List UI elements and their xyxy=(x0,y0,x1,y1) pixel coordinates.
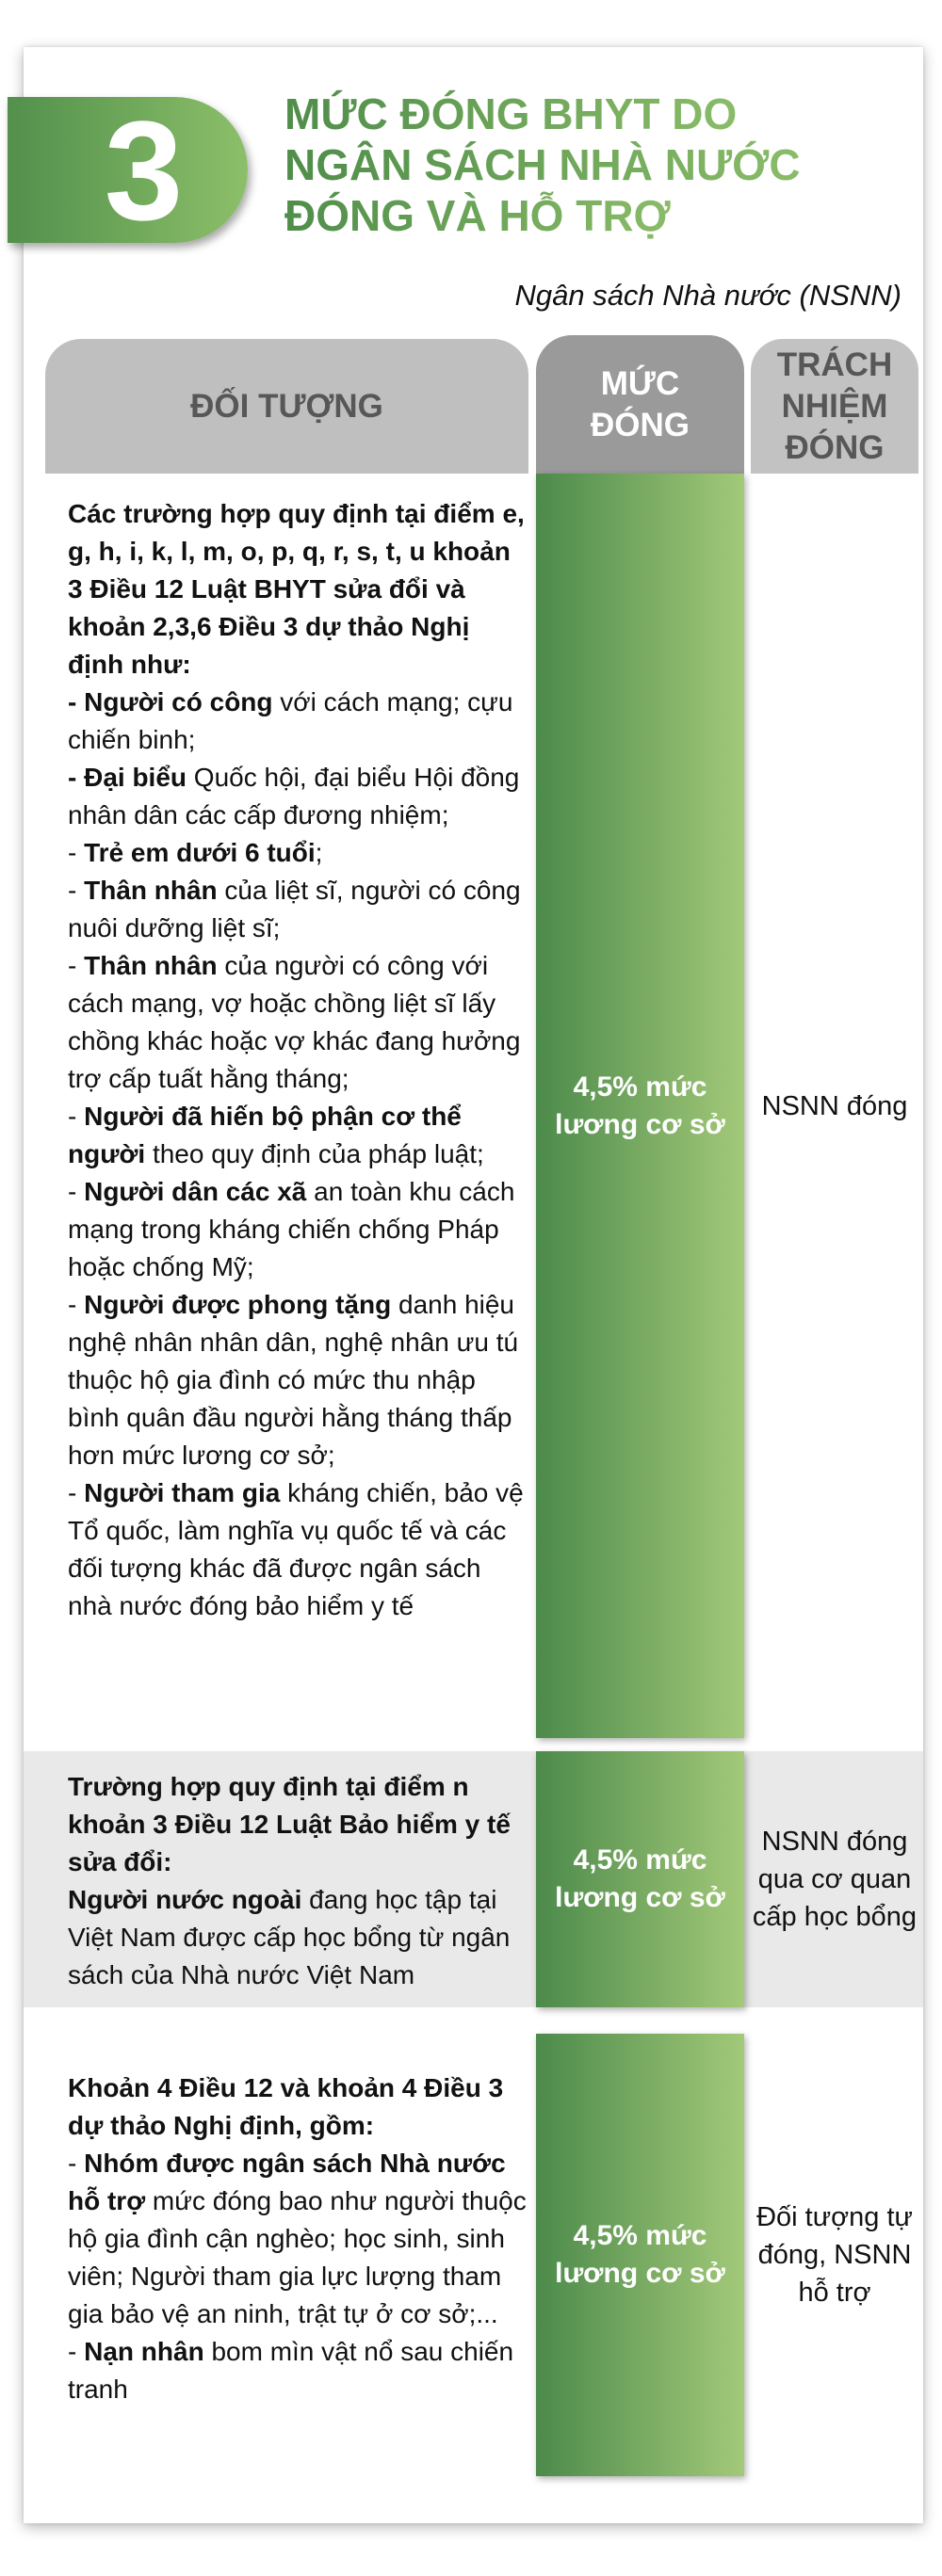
paragraph: - Thân nhân của liệt sĩ, người có công nuôi dưỡng liệt sĩ; xyxy=(68,876,521,942)
paragraph: - Người được phong tặng danh hiệu nghệ nhân nhân dân, nghệ nhân ưu tú thuộc hộ gia đình có mức thu nhập bình quân đầu người hằng tháng thấp hơn mức lương cơ sở; xyxy=(68,1290,519,1470)
row-3-trach-nhiem-cell xyxy=(751,2034,918,2476)
paragraph: - Người có công với cách mạng; cựu chiến binh; xyxy=(68,687,513,754)
row-1-trach-nhiem-cell xyxy=(751,474,918,1738)
row-2-muc-dong-value: 4,5% mức lương cơ sở xyxy=(555,1844,725,1913)
page-subtitle: Ngân sách Nhà nước (NSNN) xyxy=(514,279,901,312)
page-title xyxy=(284,89,906,241)
row-1-muc-dong-value: 4,5% mức lương cơ sở xyxy=(555,1071,725,1140)
page-title-line-2: NGÂN SÁCH NHÀ NƯỚC xyxy=(284,140,801,189)
row-3-trach-nhiem-value: Đối tượng tự đóng, NSNN hỗ trợ xyxy=(756,2202,913,2308)
paragraph: Trường hợp quy định tại điểm n khoản 3 Điều 12 Luật Bảo hiểm y tế sửa đổi: xyxy=(68,1772,511,1876)
header-trach-nhiem xyxy=(751,339,918,474)
row-3-doi-tuong-cell xyxy=(68,2069,531,2408)
row-3-muc-dong-value: 4,5% mức lương cơ sở xyxy=(555,2220,725,2289)
section-number: 3 xyxy=(104,90,184,250)
page-title-line-3: ĐÓNG VÀ HỖ TRỢ xyxy=(284,191,671,240)
paragraph: - Thân nhân của người có công với cách mạng, vợ hoặc chồng liệt sĩ lấy chồng khác hoặc vợ khác đang hưởng trợ cấp tuất hằng tháng; xyxy=(68,951,521,1093)
paragraph: Các trường hợp quy định tại điểm e, g, h, i, k, l, m, o, p, q, r, s, t, u khoản 3 Điều 12 Luật BHYT sửa đổi và khoản 2,3,6 Điều 3 dự thảo Nghị định như: xyxy=(68,499,525,679)
paragraph: Khoản 4 Điều 12 và khoản 4 Điều 3 dự thảo Nghị định, gồm: xyxy=(68,2073,504,2140)
row-2-muc-dong-cell xyxy=(536,1751,744,2007)
paragraph: - Trẻ em dưới 6 tuổi; xyxy=(68,838,323,867)
header-trach-nhiem-label: TRÁCH NHIỆM ĐÓNG xyxy=(776,346,893,466)
paragraph: - Nhóm được ngân sách Nhà nước hỗ trợ mức đóng bao như người thuộc hộ gia đình cận nghèo; học sinh, sinh viên; Người tham gia lực lượng tham gia bảo vệ an ninh, trật tự ở cơ sở;... xyxy=(68,2149,527,2328)
row-2-trach-nhiem-cell xyxy=(751,1751,918,2007)
paragraph: Người nước ngoài đang học tập tại Việt Nam được cấp học bổng từ ngân sách của Nhà nước Việt Nam xyxy=(68,1885,511,1989)
section-number-badge xyxy=(8,90,248,250)
row-2-trach-nhiem-value: NSNN đóng qua cơ quan cấp học bổng xyxy=(752,1827,918,1932)
paragraph: - Người đã hiến bộ phận cơ thể người theo quy định của pháp luật; xyxy=(68,1102,484,1168)
header-muc-dong xyxy=(536,335,744,474)
header-doi-tuong-label: ĐỐI TƯỢNG xyxy=(190,387,383,425)
row-3-muc-dong-cell xyxy=(536,2034,744,2476)
row-1-doi-tuong-cell xyxy=(68,495,531,1625)
row-1-trach-nhiem-value: NSNN đóng xyxy=(761,1090,908,1121)
paragraph: - Người tham gia kháng chiến, bảo vệ Tổ quốc, làm nghĩa vụ quốc tế và các đối tượng khác đã được ngân sách nhà nước đóng bảo hiểm y tế xyxy=(68,1478,524,1620)
header-muc-dong-label: MỨC ĐÓNG xyxy=(591,364,690,443)
row-2-doi-tuong-cell xyxy=(68,1768,531,1994)
header-doi-tuong xyxy=(45,339,528,474)
row-1-muc-dong-cell xyxy=(536,474,744,1738)
paragraph: - Đại biểu Quốc hội, đại biểu Hội đồng nhân dân các cấp đương nhiệm; xyxy=(68,763,520,829)
paragraph: - Nạn nhân bom mìn vật nổ sau chiến tranh xyxy=(68,2337,514,2404)
paragraph: - Người dân các xã an toàn khu cách mạng trong kháng chiến chống Pháp hoặc chống Mỹ; xyxy=(68,1177,515,1281)
page-title-line-1: MỨC ĐÓNG BHYT DO xyxy=(284,89,738,138)
